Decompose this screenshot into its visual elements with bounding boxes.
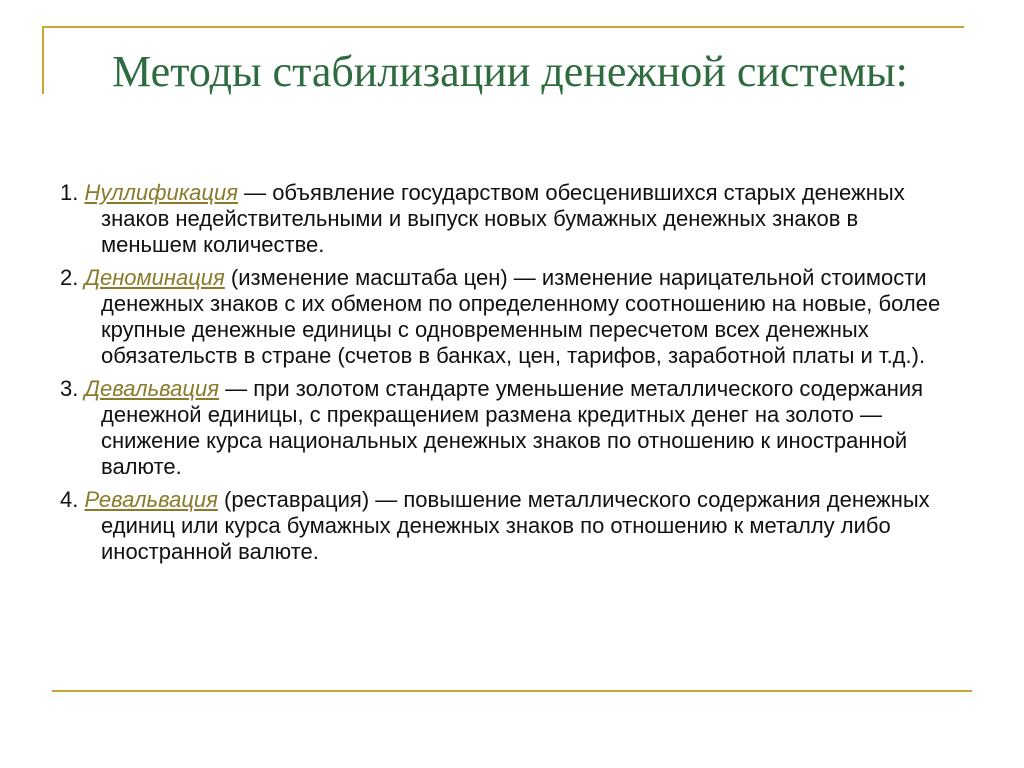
list-item	[60, 180, 960, 258]
list-item	[60, 265, 960, 369]
item-number: 4.	[60, 487, 85, 512]
frame-bottom-line	[52, 690, 972, 692]
list-item	[60, 376, 960, 480]
item-description: — при золотом стандарте уменьшение металлического содержания денежной единицы, с прекращением размена кредитных денег на золото — снижение курса национальных денежных знаков по отношению к иностранной валюте.	[101, 376, 924, 479]
term-link-devaluation[interactable]: Девальвация	[84, 376, 219, 401]
item-number: 3.	[60, 376, 85, 401]
item-description: (изменение масштаба цен) — изменение нарицательной стоимости денежных знаков с их обменом по определенному соотношению на новые, более крупные денежные единицы с одновременным пересчетом всех денежных обязательств в стране (счетов в банках, цен, тарифов, заработной платы и т.д.).	[101, 265, 941, 368]
item-description: (реставрация) — повышение металлического содержания денежных единиц или курса бумажных денежных знаков по отношению к металлу либо иностранной валюте.	[101, 487, 930, 564]
slide-title: Методы стабилизации денежной системы:	[112, 47, 908, 96]
item-number: 2.	[60, 265, 85, 290]
term-link-revaluation[interactable]: Ревальвация	[84, 487, 218, 512]
item-description: — объявление государством обесценившихся старых денежных знаков недействительными и выпуск новых бумажных денежных знаков в меньшем количестве.	[101, 180, 905, 257]
method-list	[60, 180, 960, 572]
term-link-nullification[interactable]: Нуллификация	[84, 180, 238, 205]
frame-top-line	[42, 26, 964, 28]
item-number: 1.	[60, 180, 85, 205]
list-item	[60, 487, 960, 565]
term-link-denomination[interactable]: Деноминация	[84, 265, 225, 290]
frame-left-line	[42, 26, 44, 94]
